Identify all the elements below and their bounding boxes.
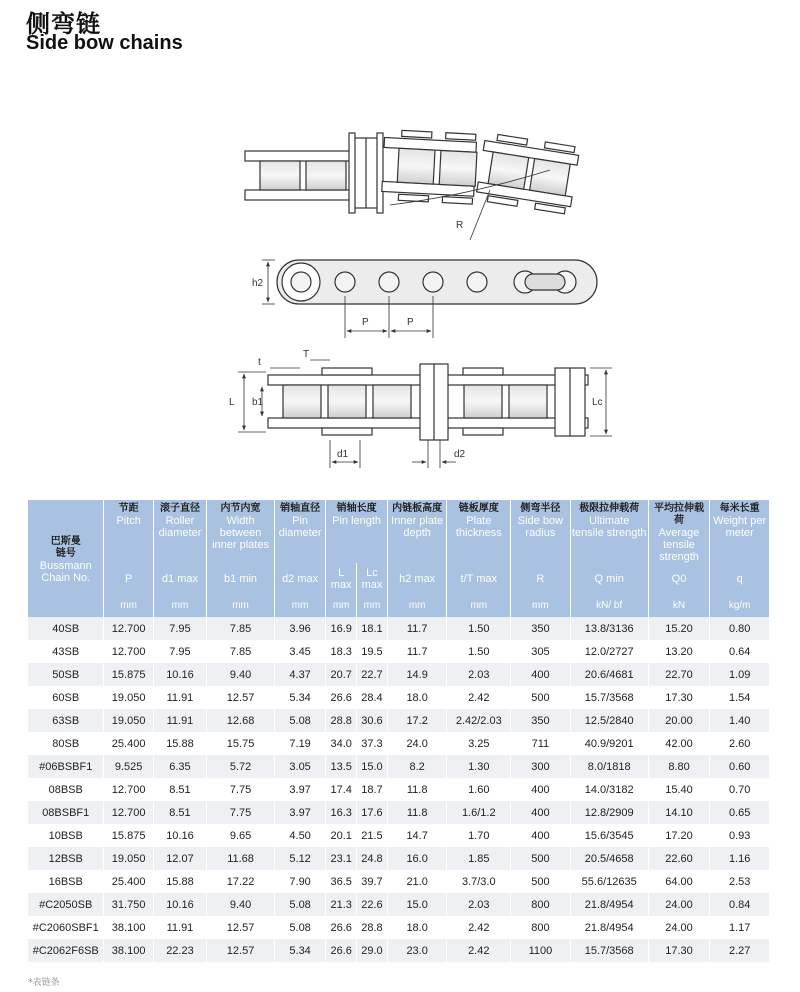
table-cell: 24.00 bbox=[648, 916, 710, 939]
table-cell: 13.5 bbox=[326, 755, 357, 778]
table-cell: 10.16 bbox=[153, 893, 206, 916]
b1-label: b1 bbox=[252, 397, 264, 408]
table-cell: 6.35 bbox=[153, 755, 206, 778]
table-cell: 8.51 bbox=[153, 801, 206, 824]
chain-number-cell: 08BSB bbox=[28, 778, 104, 801]
table-cell: 15.875 bbox=[104, 824, 153, 847]
page-title-cn: 侧弯链 bbox=[26, 10, 101, 38]
table-cell: 400 bbox=[511, 663, 571, 686]
table-cell: 11.7 bbox=[387, 617, 447, 640]
table-row bbox=[28, 709, 770, 732]
table-cell: 38.100 bbox=[104, 916, 153, 939]
Lc-label: Lc bbox=[592, 397, 603, 408]
table-cell: 21.8/4954 bbox=[570, 916, 648, 939]
table-cell: 1.40 bbox=[710, 709, 770, 732]
table-cell: 7.95 bbox=[153, 617, 206, 640]
table-row bbox=[28, 640, 770, 663]
table-cell: 2.03 bbox=[447, 893, 511, 916]
table-cell: 0.64 bbox=[710, 640, 770, 663]
table-cell: 800 bbox=[511, 916, 571, 939]
unit-radius: mm bbox=[511, 595, 571, 617]
table-cell: 28.4 bbox=[357, 686, 388, 709]
sym-roller: d1 max bbox=[153, 563, 206, 595]
table-cell: 18.1 bbox=[357, 617, 388, 640]
table-cell: 5.72 bbox=[207, 755, 275, 778]
table-cell: 10.16 bbox=[153, 824, 206, 847]
header-plate-thickness: 链板厚度 Plate thickness bbox=[447, 500, 511, 563]
table-cell: 18.0 bbox=[387, 916, 447, 939]
table-cell: 1.70 bbox=[447, 824, 511, 847]
table-cell: 20.6/4681 bbox=[570, 663, 648, 686]
table-cell: 9.40 bbox=[207, 663, 275, 686]
table-cell: 17.6 bbox=[357, 801, 388, 824]
table-cell: 14.0/3182 bbox=[570, 778, 648, 801]
table-cell: 19.050 bbox=[104, 709, 153, 732]
table-cell: 3.97 bbox=[274, 778, 325, 801]
chain-number-cell: 50SB bbox=[28, 663, 104, 686]
L-label: L bbox=[229, 397, 235, 408]
table-cell: 25.400 bbox=[104, 732, 153, 755]
table-cell: 3.05 bbox=[274, 755, 325, 778]
table-cell: 2.42 bbox=[447, 939, 511, 962]
table-cell: 8.51 bbox=[153, 778, 206, 801]
table-cell: 38.100 bbox=[104, 939, 153, 962]
table-cell: 7.19 bbox=[274, 732, 325, 755]
table-cell: 12.57 bbox=[207, 686, 275, 709]
table-cell: 22.60 bbox=[648, 847, 710, 870]
table-row bbox=[28, 663, 770, 686]
table-cell: 400 bbox=[511, 824, 571, 847]
table-cell: 1.17 bbox=[710, 916, 770, 939]
table-cell: 5.34 bbox=[274, 939, 325, 962]
table-cell: 20.1 bbox=[326, 824, 357, 847]
table-cell: 12.700 bbox=[104, 778, 153, 801]
table-cell: 1100 bbox=[511, 939, 571, 962]
table-row bbox=[28, 755, 770, 778]
table-cell: 26.6 bbox=[326, 939, 357, 962]
unit-roller: mm bbox=[153, 595, 206, 617]
table-cell: 2.53 bbox=[710, 870, 770, 893]
chain-number-cell: #C2062F6SB bbox=[28, 939, 104, 962]
table-row bbox=[28, 824, 770, 847]
chain-number-cell: 10BSB bbox=[28, 824, 104, 847]
sym-pitch: P bbox=[104, 563, 153, 595]
unit-L: mm bbox=[326, 595, 357, 617]
chain-number-cell: 80SB bbox=[28, 732, 104, 755]
bow-chain-top-view bbox=[245, 129, 580, 240]
table-row bbox=[28, 939, 770, 962]
table-cell: 14.7 bbox=[387, 824, 447, 847]
table-cell: 17.30 bbox=[648, 686, 710, 709]
table-cell: 22.23 bbox=[153, 939, 206, 962]
spec-table bbox=[28, 500, 770, 962]
unit-average: kN bbox=[648, 595, 710, 617]
table-cell: 12.57 bbox=[207, 916, 275, 939]
table-cell: 17.20 bbox=[648, 824, 710, 847]
table-cell: 8.2 bbox=[387, 755, 447, 778]
table-cell: 28.8 bbox=[357, 916, 388, 939]
table-cell: 1.54 bbox=[710, 686, 770, 709]
chain-number-cell: 16BSB bbox=[28, 870, 104, 893]
table-cell: 300 bbox=[511, 755, 571, 778]
table-cell: 3.7/3.0 bbox=[447, 870, 511, 893]
table-cell: 20.5/4658 bbox=[570, 847, 648, 870]
table-cell: 1.6/1.2 bbox=[447, 801, 511, 824]
table-cell: 8.0/1818 bbox=[570, 755, 648, 778]
table-cell: 29.0 bbox=[357, 939, 388, 962]
table-cell: 1.09 bbox=[710, 663, 770, 686]
table-cell: 21.8/4954 bbox=[570, 893, 648, 916]
chain-side-view bbox=[277, 260, 597, 304]
header-pitch: 节距 Pitch bbox=[104, 500, 153, 563]
table-cell: 2.60 bbox=[710, 732, 770, 755]
table-cell: 350 bbox=[511, 617, 571, 640]
table-cell: 3.45 bbox=[274, 640, 325, 663]
table-cell: 36.5 bbox=[326, 870, 357, 893]
table-cell: 12.700 bbox=[104, 617, 153, 640]
table-cell: 3.25 bbox=[447, 732, 511, 755]
sym-weight: q bbox=[710, 563, 770, 595]
table-cell: 37.3 bbox=[357, 732, 388, 755]
spec-table-body bbox=[28, 617, 770, 962]
table-cell: 7.95 bbox=[153, 640, 206, 663]
sym-pin-dia: d2 max bbox=[274, 563, 325, 595]
table-cell: 23.0 bbox=[387, 939, 447, 962]
pitch-label-2: P bbox=[407, 317, 414, 328]
table-cell: 39.7 bbox=[357, 870, 388, 893]
table-cell: 11.91 bbox=[153, 709, 206, 732]
chain-technical-drawing bbox=[0, 0, 800, 490]
header-plate-depth: 内链板高度 Inner plate depth bbox=[387, 500, 447, 563]
chain-number-cell: 43SB bbox=[28, 640, 104, 663]
header-weight: 每米长重 Weight per meter bbox=[710, 500, 770, 563]
table-cell: 3.97 bbox=[274, 801, 325, 824]
table-cell: 11.8 bbox=[387, 778, 447, 801]
table-cell: 5.12 bbox=[274, 847, 325, 870]
table-cell: 7.75 bbox=[207, 778, 275, 801]
header-width: 内节内宽 Width between inner plates bbox=[207, 500, 275, 563]
header-pin-dia: 销轴直径 Pin diameter bbox=[274, 500, 325, 563]
table-cell: 9.65 bbox=[207, 824, 275, 847]
table-cell: 55.6/12635 bbox=[570, 870, 648, 893]
sym-ultimate: Q min bbox=[570, 563, 648, 595]
table-cell: 1.30 bbox=[447, 755, 511, 778]
header-ultimate-strength: 极限拉伸载荷 Ultimate tensile strength bbox=[570, 500, 648, 563]
table-cell: 4.50 bbox=[274, 824, 325, 847]
table-cell: 5.08 bbox=[274, 916, 325, 939]
table-cell: 12.8/2909 bbox=[570, 801, 648, 824]
table-cell: 5.08 bbox=[274, 893, 325, 916]
table-cell: 10.16 bbox=[153, 663, 206, 686]
table-cell: 21.5 bbox=[357, 824, 388, 847]
table-cell: 22.7 bbox=[357, 663, 388, 686]
unit-ultimate: kN/ bf bbox=[570, 595, 648, 617]
pitch-label-1: P bbox=[362, 317, 369, 328]
d1-label: d1 bbox=[337, 449, 349, 460]
table-cell: 22.70 bbox=[648, 663, 710, 686]
table-cell: 40.9/9201 bbox=[570, 732, 648, 755]
sym-width: b1 min bbox=[207, 563, 275, 595]
table-cell: 20.7 bbox=[326, 663, 357, 686]
unit-plate-depth: mm bbox=[387, 595, 447, 617]
table-cell: 9.40 bbox=[207, 893, 275, 916]
sym-plate-depth: h2 max bbox=[387, 563, 447, 595]
table-cell: 16.3 bbox=[326, 801, 357, 824]
t-label: t bbox=[258, 357, 261, 368]
table-cell: 23.1 bbox=[326, 847, 357, 870]
table-row bbox=[28, 870, 770, 893]
table-cell: 18.3 bbox=[326, 640, 357, 663]
table-cell: 64.00 bbox=[648, 870, 710, 893]
table-cell: 1.16 bbox=[710, 847, 770, 870]
table-row bbox=[28, 617, 770, 640]
unit-width: mm bbox=[207, 595, 275, 617]
table-cell: 12.57 bbox=[207, 939, 275, 962]
table-cell: 1.50 bbox=[447, 617, 511, 640]
table-cell: 711 bbox=[511, 732, 571, 755]
table-cell: 20.00 bbox=[648, 709, 710, 732]
header-roller: 滚子直径 Roller diameter bbox=[153, 500, 206, 563]
table-cell: 24.8 bbox=[357, 847, 388, 870]
table-row bbox=[28, 732, 770, 755]
header-pin-length: 销轴长度 Pin length bbox=[326, 500, 388, 563]
table-cell: 12.07 bbox=[153, 847, 206, 870]
table-cell: 19.050 bbox=[104, 686, 153, 709]
table-cell: 16.9 bbox=[326, 617, 357, 640]
table-cell: 14.9 bbox=[387, 663, 447, 686]
table-cell: 4.37 bbox=[274, 663, 325, 686]
table-cell: 1.50 bbox=[447, 640, 511, 663]
table-cell: 15.875 bbox=[104, 663, 153, 686]
table-cell: 0.60 bbox=[710, 755, 770, 778]
table-cell: 19.5 bbox=[357, 640, 388, 663]
table-cell: 1.85 bbox=[447, 847, 511, 870]
unit-plate-thickness: mm bbox=[447, 595, 511, 617]
table-cell: 5.34 bbox=[274, 686, 325, 709]
table-cell: 350 bbox=[511, 709, 571, 732]
header-average-strength: 平均拉伸载荷 Average tensile strength bbox=[648, 500, 710, 563]
chain-number-cell: #06BSBF1 bbox=[28, 755, 104, 778]
table-cell: 7.90 bbox=[274, 870, 325, 893]
table-cell: 15.7/3568 bbox=[570, 939, 648, 962]
unit-Lc: mm bbox=[357, 595, 388, 617]
unit-weight: kg/m bbox=[710, 595, 770, 617]
table-cell: 13.20 bbox=[648, 640, 710, 663]
unit-pin-dia: mm bbox=[274, 595, 325, 617]
table-cell: 16.0 bbox=[387, 847, 447, 870]
table-cell: 11.91 bbox=[153, 916, 206, 939]
table-cell: 500 bbox=[511, 686, 571, 709]
chain-number-cell: 60SB bbox=[28, 686, 104, 709]
table-row bbox=[28, 893, 770, 916]
page-title-en: Side bow chains bbox=[26, 32, 183, 54]
table-cell: 11.91 bbox=[153, 686, 206, 709]
table-cell: 2.42 bbox=[447, 686, 511, 709]
table-cell: 21.0 bbox=[387, 870, 447, 893]
table-cell: 26.6 bbox=[326, 916, 357, 939]
chain-number-cell: 12BSB bbox=[28, 847, 104, 870]
table-cell: 15.20 bbox=[648, 617, 710, 640]
table-cell: 305 bbox=[511, 640, 571, 663]
table-cell: 22.6 bbox=[357, 893, 388, 916]
table-cell: 0.80 bbox=[710, 617, 770, 640]
table-cell: 0.65 bbox=[710, 801, 770, 824]
table-cell: 7.85 bbox=[207, 640, 275, 663]
table-cell: 18.0 bbox=[387, 686, 447, 709]
table-cell: 15.7/3568 bbox=[570, 686, 648, 709]
table-cell: 18.7 bbox=[357, 778, 388, 801]
table-cell: 500 bbox=[511, 870, 571, 893]
table-cell: 0.93 bbox=[710, 824, 770, 847]
table-cell: 21.3 bbox=[326, 893, 357, 916]
footnote: *表链条 bbox=[28, 978, 60, 988]
table-cell: 2.42/2.03 bbox=[447, 709, 511, 732]
table-cell: 24.0 bbox=[387, 732, 447, 755]
table-cell: 0.70 bbox=[710, 778, 770, 801]
chain-number-cell: 63SB bbox=[28, 709, 104, 732]
table-cell: 42.00 bbox=[648, 732, 710, 755]
table-cell: 12.5/2840 bbox=[570, 709, 648, 732]
table-row bbox=[28, 778, 770, 801]
table-cell: 15.40 bbox=[648, 778, 710, 801]
sym-radius: R bbox=[511, 563, 571, 595]
table-cell: 15.0 bbox=[357, 755, 388, 778]
table-cell: 19.050 bbox=[104, 847, 153, 870]
sym-average: Q0 bbox=[648, 563, 710, 595]
sym-Lc: Lc max bbox=[357, 563, 388, 595]
table-cell: 0.84 bbox=[710, 893, 770, 916]
table-cell: 11.7 bbox=[387, 640, 447, 663]
table-cell: 26.6 bbox=[326, 686, 357, 709]
table-cell: 12.700 bbox=[104, 801, 153, 824]
table-cell: 8.80 bbox=[648, 755, 710, 778]
h2-label: h2 bbox=[252, 278, 264, 289]
header-chain-no: 巴斯曼 链号 Bussmann Chain No. bbox=[28, 500, 104, 617]
table-cell: 13.8/3136 bbox=[570, 617, 648, 640]
chain-number-cell: 08BSBF1 bbox=[28, 801, 104, 824]
table-cell: 12.68 bbox=[207, 709, 275, 732]
table-cell: 15.6/3545 bbox=[570, 824, 648, 847]
table-row bbox=[28, 801, 770, 824]
table-cell: 1.60 bbox=[447, 778, 511, 801]
table-cell: 12.700 bbox=[104, 640, 153, 663]
chain-number-cell: #C2060SBF1 bbox=[28, 916, 104, 939]
T-label: T bbox=[303, 349, 310, 360]
chain-number-cell: 40SB bbox=[28, 617, 104, 640]
table-cell: 7.75 bbox=[207, 801, 275, 824]
table-cell: 11.8 bbox=[387, 801, 447, 824]
table-cell: 2.42 bbox=[447, 916, 511, 939]
table-cell: 14.10 bbox=[648, 801, 710, 824]
table-cell: 30.6 bbox=[357, 709, 388, 732]
table-cell: 17.22 bbox=[207, 870, 275, 893]
table-cell: 400 bbox=[511, 801, 571, 824]
unit-pitch: mm bbox=[104, 595, 153, 617]
table-cell: 31.750 bbox=[104, 893, 153, 916]
table-row bbox=[28, 847, 770, 870]
table-cell: 25.400 bbox=[104, 870, 153, 893]
table-cell: 5.08 bbox=[274, 709, 325, 732]
table-cell: 2.03 bbox=[447, 663, 511, 686]
table-row bbox=[28, 686, 770, 709]
table-cell: 15.88 bbox=[153, 732, 206, 755]
table-cell: 7.85 bbox=[207, 617, 275, 640]
table-cell: 15.75 bbox=[207, 732, 275, 755]
table-cell: 24.00 bbox=[648, 893, 710, 916]
sym-L: L max bbox=[326, 563, 357, 595]
table-cell: 2.27 bbox=[710, 939, 770, 962]
table-cell: 500 bbox=[511, 847, 571, 870]
table-cell: 15.0 bbox=[387, 893, 447, 916]
chain-bottom-view bbox=[268, 364, 588, 440]
table-cell: 12.0/2727 bbox=[570, 640, 648, 663]
table-cell: 17.30 bbox=[648, 939, 710, 962]
radius-label: R bbox=[456, 220, 464, 231]
table-cell: 15.88 bbox=[153, 870, 206, 893]
sym-plate-thickness: t/T max bbox=[447, 563, 511, 595]
table-cell: 800 bbox=[511, 893, 571, 916]
table-cell: 400 bbox=[511, 778, 571, 801]
d2-label: d2 bbox=[454, 449, 466, 460]
table-cell: 9.525 bbox=[104, 755, 153, 778]
table-cell: 17.2 bbox=[387, 709, 447, 732]
header-bow-radius: 侧弯半径 Side bow radius bbox=[511, 500, 571, 563]
table-cell: 28.8 bbox=[326, 709, 357, 732]
table-row bbox=[28, 916, 770, 939]
table-cell: 11.68 bbox=[207, 847, 275, 870]
table-cell: 34.0 bbox=[326, 732, 357, 755]
table-cell: 17.4 bbox=[326, 778, 357, 801]
table-cell: 3.96 bbox=[274, 617, 325, 640]
chain-number-cell: #C2050SB bbox=[28, 893, 104, 916]
